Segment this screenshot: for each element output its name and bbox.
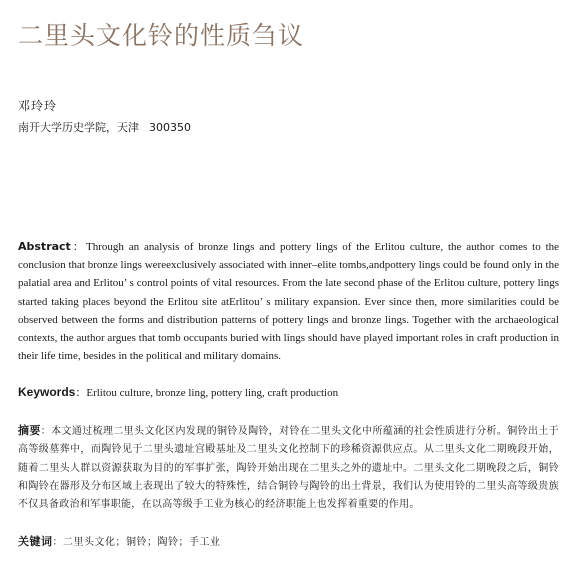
- chinese-abstract-text: 本文通过梳理二里头文化区内发现的铜铃及陶铃，对铃在二里头文化中所蕴涵的社会性质进行分析。铜铃出土于高等级墓葬中，而陶铃见于二里头遗址宫殿基址及二里头文化控制下的珍稀资源供应点。从二里头文化二期晚段开始，随着二里头人群以资源获取为目的的军事扩张，陶铃开始出现在二里头之外的遗址中。二里头文化二期晚段之后，铜铃和陶铃在器形及分布区域上表现出了较大的特殊性，结合铜铃与陶铃的出土背景，我们认为使用铃的二里头高等级贵族不仅具备政治和军事职能，在以高等级手工业为核心的经济职能上也发挥着重要的作用。: [18, 426, 559, 511]
- chinese-keywords-text: 二里头文化；铜铃；陶铃；手工业: [63, 537, 221, 548]
- author-name: 邓玲玲: [18, 99, 58, 113]
- english-abstract: [18, 238, 559, 365]
- affiliation-institution: 南开大学历史学院，天津: [18, 121, 139, 134]
- english-abstract-label: Abstract: [18, 240, 71, 253]
- chinese-abstract-separator: ：: [40, 426, 52, 437]
- chinese-keywords-separator: ：: [52, 537, 63, 548]
- author-affiliation: [18, 119, 191, 135]
- chinese-abstract-label: 摘要: [18, 424, 41, 437]
- english-abstract-separator: ：: [70, 241, 87, 253]
- chinese-abstract: [18, 422, 559, 514]
- english-keywords: [18, 384, 559, 400]
- affiliation-postcode: 300350: [149, 121, 191, 134]
- chinese-keywords-label: 关键词: [18, 535, 53, 548]
- english-keywords-label: Keywords: [18, 385, 76, 399]
- english-abstract-text: Through an analysis of bronze lings and pottery lings of the Erlitou culture, the author comes to the conclusion that bronze lings wereexclusively associated with inner–elite tombs,andpottery lings could be found only in the palatial area and Erlitou’ s control points of vital resources. From the late second phase of the Erlitou culture, pottery lings started taking places beyond the Erlitou site atErlitou’ s military expansion. Ever since then, more similarities could be observed between the forms and distribution patterns of pottery lings and bronze lings. Together with the archaeological contexts, the author argues that tomb occupants buried with lings should have played important roles in craft production in their life time, besides in the political and military domains.: [18, 241, 560, 363]
- english-keywords-separator: ：: [75, 387, 87, 399]
- paper-title: 二里头文化铃的性质刍议: [18, 21, 305, 50]
- english-keywords-text: Erlitou culture, bronze ling, pottery ling, craft production: [86, 387, 339, 399]
- chinese-keywords: [18, 533, 221, 549]
